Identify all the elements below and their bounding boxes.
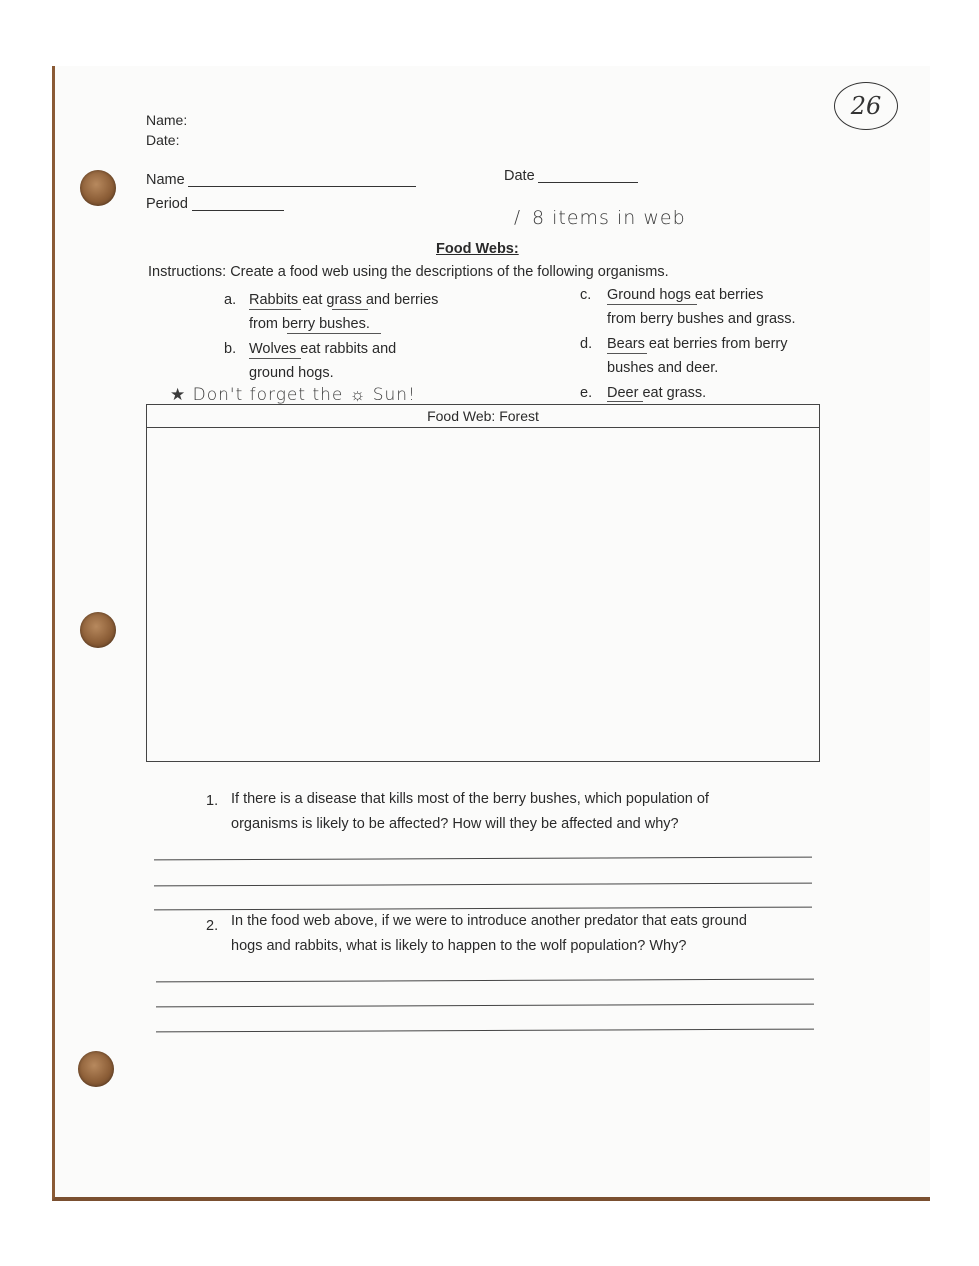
organism-a-letter: a. [224, 292, 237, 308]
handwritten-arrow-mark: / [514, 207, 522, 228]
binder-hole-bottom [78, 1051, 114, 1087]
question-2-number: 2. [206, 918, 219, 934]
name-label: Name [146, 172, 185, 188]
handwritten-underline-berry-bushes [287, 333, 381, 334]
handwritten-underline-bears [607, 353, 647, 354]
name-field-line[interactable] [188, 186, 416, 187]
organism-d-line1: Bears eat berries from berry [607, 336, 788, 352]
organism-a-line1: Rabbits eat grass and berries [249, 292, 439, 308]
header-date-label: Date: [146, 132, 180, 148]
period-label: Period [146, 196, 188, 212]
organism-e-letter: e. [580, 385, 593, 401]
handwritten-underline-ground-hogs [607, 304, 697, 305]
organism-e-line1: Deer eat grass. [607, 385, 707, 401]
question-1-line2: organisms is likely to be affected? How will they be affected and why? [231, 816, 679, 832]
instructions-text: Instructions: Create a food web using the descriptions of the following organisms. [148, 264, 669, 280]
period-field-line[interactable] [192, 210, 284, 211]
handwritten-underline-deer [607, 401, 643, 402]
binder-hole-top [80, 170, 116, 206]
header-name-label: Name: [146, 112, 188, 128]
handwritten-underline-rabbits [249, 309, 301, 310]
question-1-number: 1. [206, 793, 219, 809]
organism-d-line2: bushes and deer. [607, 360, 719, 376]
page-title: Food Webs: [436, 241, 519, 257]
handwritten-items-note: 8 items in web [532, 207, 686, 229]
food-web-box-title: Food Web: Forest [147, 405, 819, 428]
organism-c-line2: from berry bushes and grass. [607, 311, 796, 327]
organism-c-letter: c. [580, 287, 592, 303]
organism-d-letter: d. [580, 336, 593, 352]
food-web-drawing-box[interactable] [146, 404, 820, 762]
question-1-line1: If there is a disease that kills most of the berry bushes, which population of [231, 791, 709, 807]
handwritten-sun-note: ★ Don't forget the ☼ Sun! [170, 385, 416, 405]
organism-c-line1: Ground hogs eat berries [607, 287, 764, 303]
date-label: Date [504, 168, 535, 184]
organism-b-letter: b. [224, 341, 237, 357]
page-number-circle: 26 [834, 82, 898, 130]
question-2-line2: hogs and rabbits, what is likely to happen to the wolf population? Why? [231, 938, 687, 954]
handwritten-underline-wolves [249, 358, 301, 359]
binder-hole-middle [80, 612, 116, 648]
handwritten-underline-grass [332, 309, 368, 310]
organism-b-line1: Wolves eat rabbits and [249, 341, 397, 357]
date-field-line[interactable] [538, 182, 638, 183]
organism-b-line2: ground hogs. [249, 365, 334, 381]
organism-a-line2: from berry bushes. [249, 316, 370, 332]
question-2-line1: In the food web above, if we were to introduce another predator that eats ground [231, 913, 747, 929]
